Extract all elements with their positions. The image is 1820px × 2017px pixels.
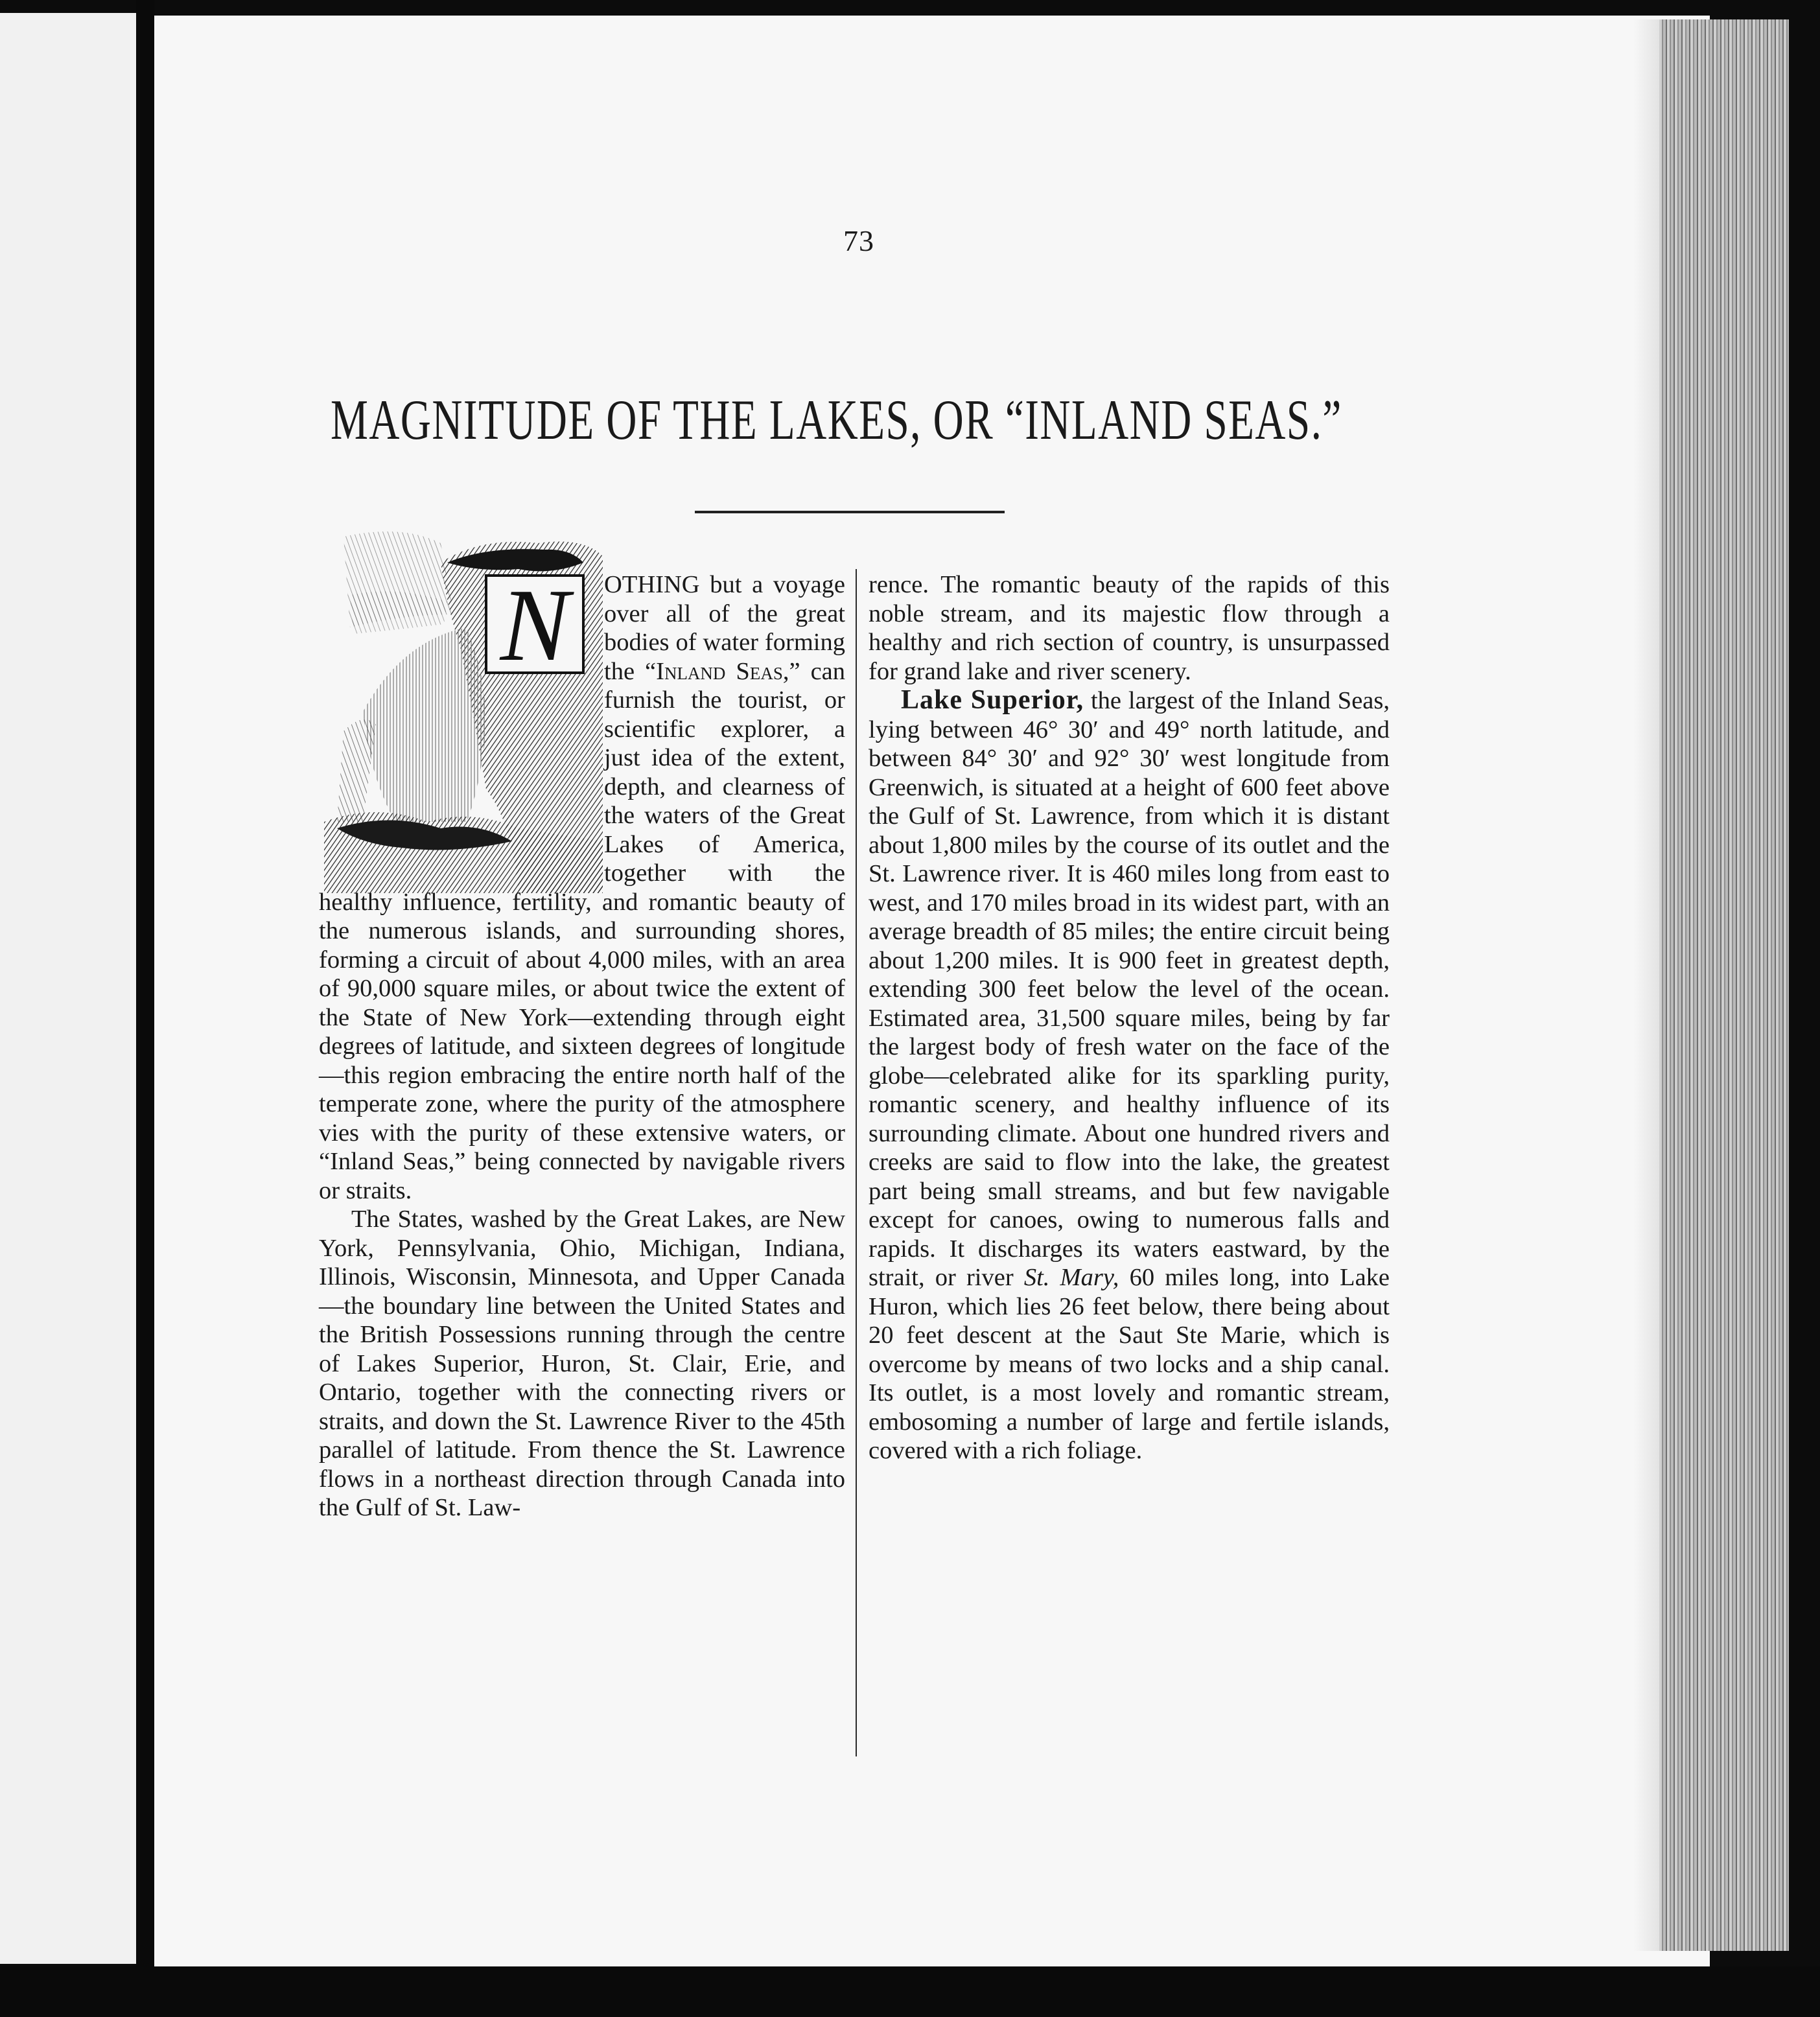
lake-superior-heading: Lake Superior,: [901, 685, 1084, 715]
st-mary-italic: St. Mary,: [1023, 1264, 1119, 1291]
facing-page-edge: [0, 13, 136, 1964]
title-rule: [695, 511, 1005, 513]
page-number: 73: [843, 224, 874, 257]
lake-superior-text-a: the largest of the Inland Seas, lying between 46° 30′ and 49° north latitude, and between 84° 30′ and 92° 30′ west longitude from Greenwich, is situated at a height of 600 feet above the Gulf of St. Lawrence, from which it is distant about 1,800 miles by the course of its outlet and the St. Lawrence river. It is 460 miles long from east to west, and 170 miles broad in its widest part, with an average breadth of 85 miles; the entire circuit being about 1,200 miles. It is 900 feet in greatest depth, extending 300 feet below the level of the ocean. Estimated area, 31,500 square miles, being by far the largest body of fresh water on the face of the globe—celebrated alike for its sparkling purity, romantic scenery, and healthy influence of its surrounding climate. About one hundred rivers and creeks are said to flow into the lake, the greatest part being small streams, and but few navigable except for canoes, owing to numerous falls and rapids. It discharges its waters eastward, by the strait, or river: [869, 687, 1390, 1291]
inland-seas-smallcaps: Inland Seas,: [656, 657, 789, 685]
illustration-wrap-space: [319, 570, 604, 883]
left-text-column: [319, 570, 845, 1522]
states-paragraph: The States, washed by the Great Lakes, are New York, Pennsylvania, Ohio, Michigan, Indiana, Illinois, Wisconsin, Minnesota, and Upper Canada—the boundary line between the United States and the British Possessions running through the centre of Lakes Superior, Huron, St. Clair, Erie, and Ontario, together with the connecting rivers or straits, and down the St. Lawrence River to the 45th parallel of latitude. From thence the St. Lawrence flows in a northeast direction through Canada into the Gulf of St. Law-: [319, 1206, 845, 1521]
intro-text-rest: ” can furnish the tourist, or scientific explorer, a just idea of the extent, depth, and clearness of the waters of the Great Lakes of America, together with the healthy influence, fertility, and romantic beauty of the numerous islands, and surrounding shores, forming a circuit of about 4,000 miles, with an area of 90,000 square miles, or about twice the extent of the State of New York—extending through eight degrees of latitude, and sixteen degrees of longitude—this region embracing the entire north half of the temperate zone, where the purity of the atmosphere vies with the purity of these extensive waters, or “Inland Seas,” being connected by navigable rivers or straits.: [319, 657, 845, 1204]
column-rule: [856, 569, 857, 1756]
lake-superior-text-b: 60 miles long, into Lake Huron, which lies 26 feet below, there being about 20 feet descent at the Saut Ste Marie, which is overcome by means of two locks and a ship canal. Its outlet, is a most lovely and romantic stream, embosoming a number of large and fertile islands, covered with a rich foliage.: [869, 1264, 1390, 1464]
drop-cap-letter: N: [500, 567, 570, 682]
right-text-column: [869, 570, 1390, 1465]
book-gutter: [136, 0, 154, 2017]
continuation-paragraph: rence. The romantic beauty of the rapids of this noble stream, and its majestic flow through a healthy and rich section of country, is unsurpassed for grand lake and river scenery.: [869, 571, 1390, 685]
intro-text-start: OTHING but a voyage over all of the great bodies of water forming the “: [604, 571, 845, 685]
scan-border: [0, 1966, 1820, 2017]
lake-superior-paragraph: [869, 686, 1390, 1465]
page-title: MAGNITUDE OF THE LAKES, OR “INLAND SEAS.”: [331, 389, 1342, 452]
page-stack-edges: [1659, 19, 1789, 1951]
